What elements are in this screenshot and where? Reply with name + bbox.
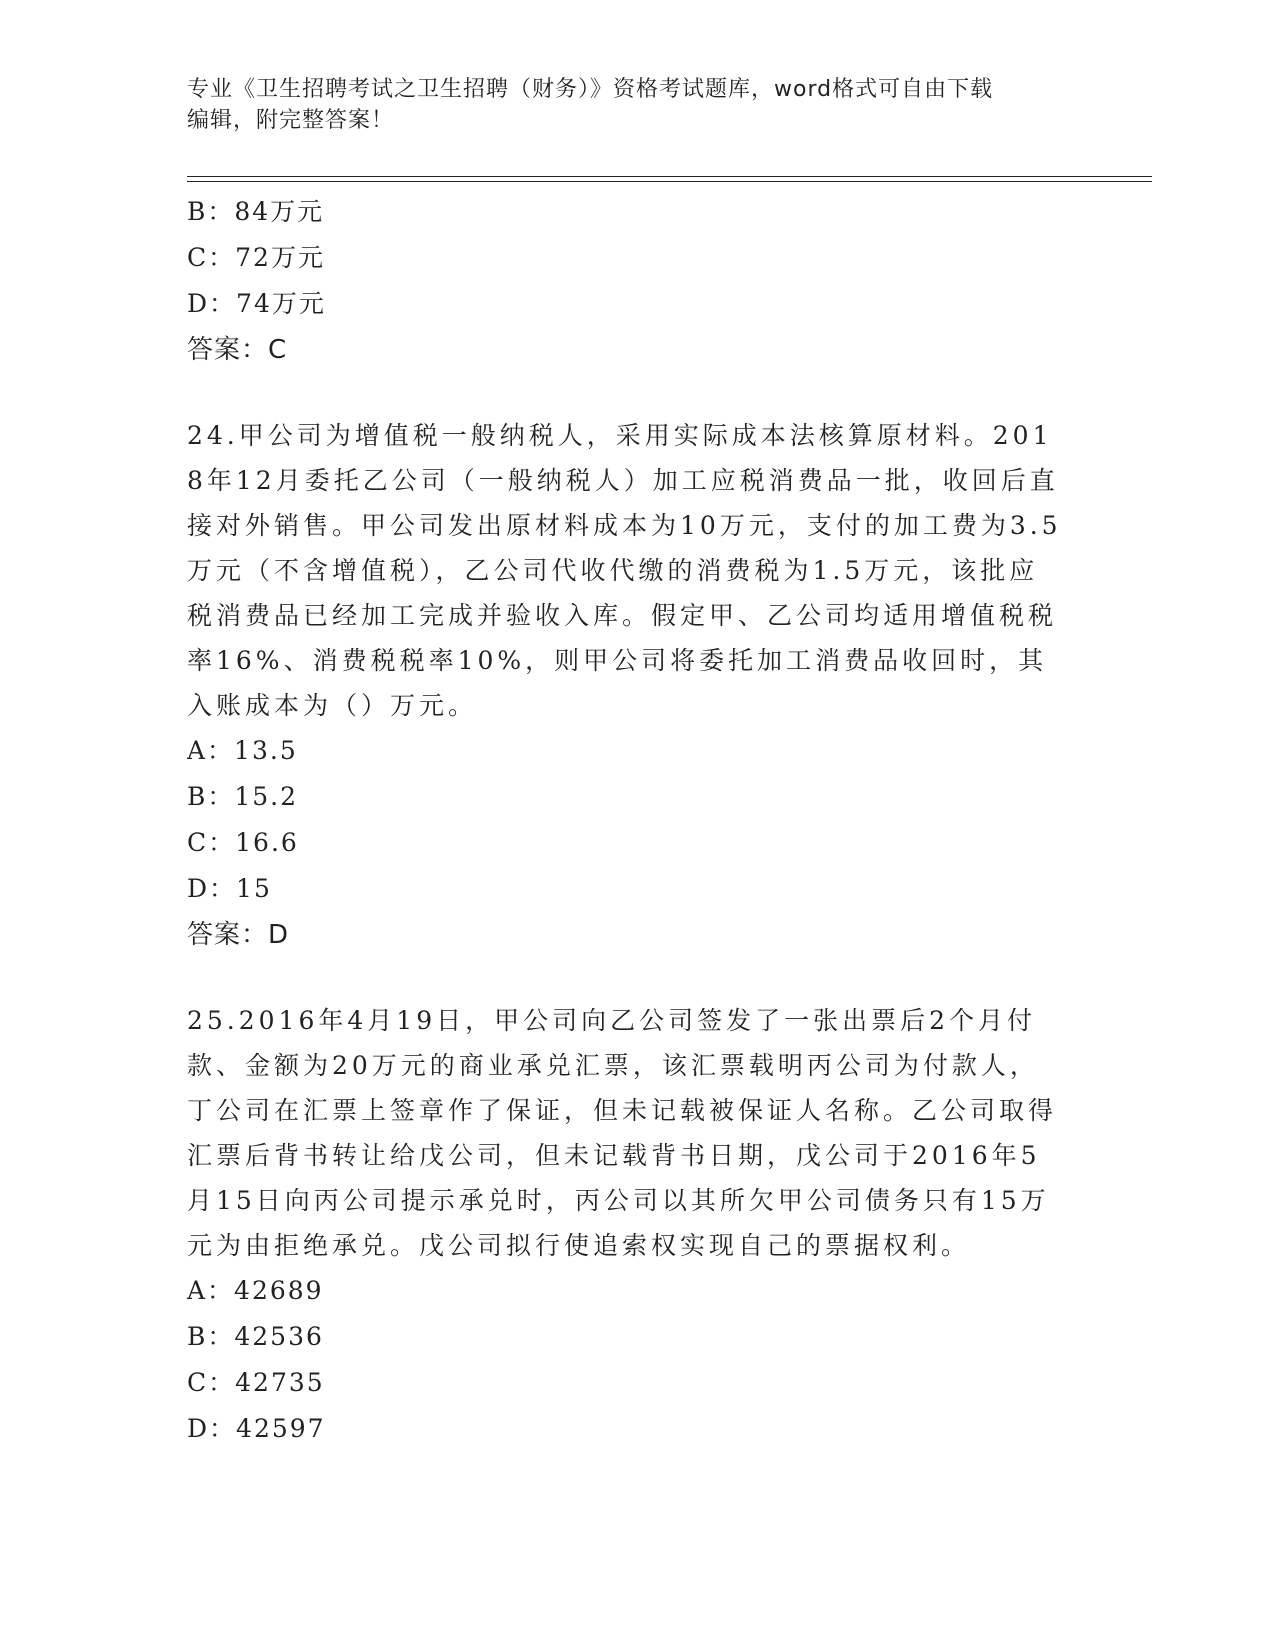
question-24-text: 24.甲公司为增值税一般纳税人，采用实际成本法核算原材料。2018年12月委托乙公司（一般纳税人）加工应税消费品一批，收回后直接对外销售。甲公司发出原材料成本为10万元，支付的加工费为3.5万元（不含增值税），乙公司代收代缴的消费税为1.5万元，该批应税消费品已经加工完成并验收入库。假定甲、乙公司均适用增值税税率16%、消费税税率10%，则甲公司将委托加工消费品收回时，其入账成本为（）万元。 [187,421,1062,720]
question-24-options [187,728,1067,912]
option-a: A：13.5 [187,736,298,765]
option-a: A：42689 [187,1276,324,1305]
option-d: D：42597 [187,1414,326,1443]
option-c: C：16.6 [187,828,299,857]
answer-line: 答案：C [187,335,288,365]
spacer [187,373,1067,413]
option-c: C：72万元 [187,243,325,272]
document-header [187,74,1087,136]
option-d: D：74万元 [187,289,326,318]
option-b: B：15.2 [187,782,299,811]
question-25-options [187,1268,1067,1452]
header-line-2: 编辑，附完整答案！ [187,108,395,133]
spacer [187,958,1067,998]
option-b: B：42536 [187,1322,324,1351]
option-c: C：42735 [187,1368,325,1397]
document-body [187,189,1067,1452]
option-b: B：84万元 [187,197,325,226]
prev-question-options [187,189,1067,327]
option-d: D：15 [187,874,272,903]
header-line-1: 专业《卫生招聘考试之卫生招聘（财务）》资格考试题库，word格式可自由下载 [187,77,994,102]
header-divider [187,176,1152,182]
answer-line: 答案：D [187,920,290,950]
question-25-text: 25.2016年4月19日，甲公司向乙公司签发了一张出票后2个月付款、金额为20万元的商业承兑汇票，该汇票载明丙公司为付款人，丁公司在汇票上签章作了保证，但未记载被保证人名称。乙公司取得汇票后背书转让给戊公司，但未记载背书日期，戊公司于2016年5月15日向丙公司提示承兑时，丙公司以其所欠甲公司债务只有15万元为由拒绝承兑。戊公司拟行使追索权实现自己的票据权利。 [187,1006,1058,1260]
